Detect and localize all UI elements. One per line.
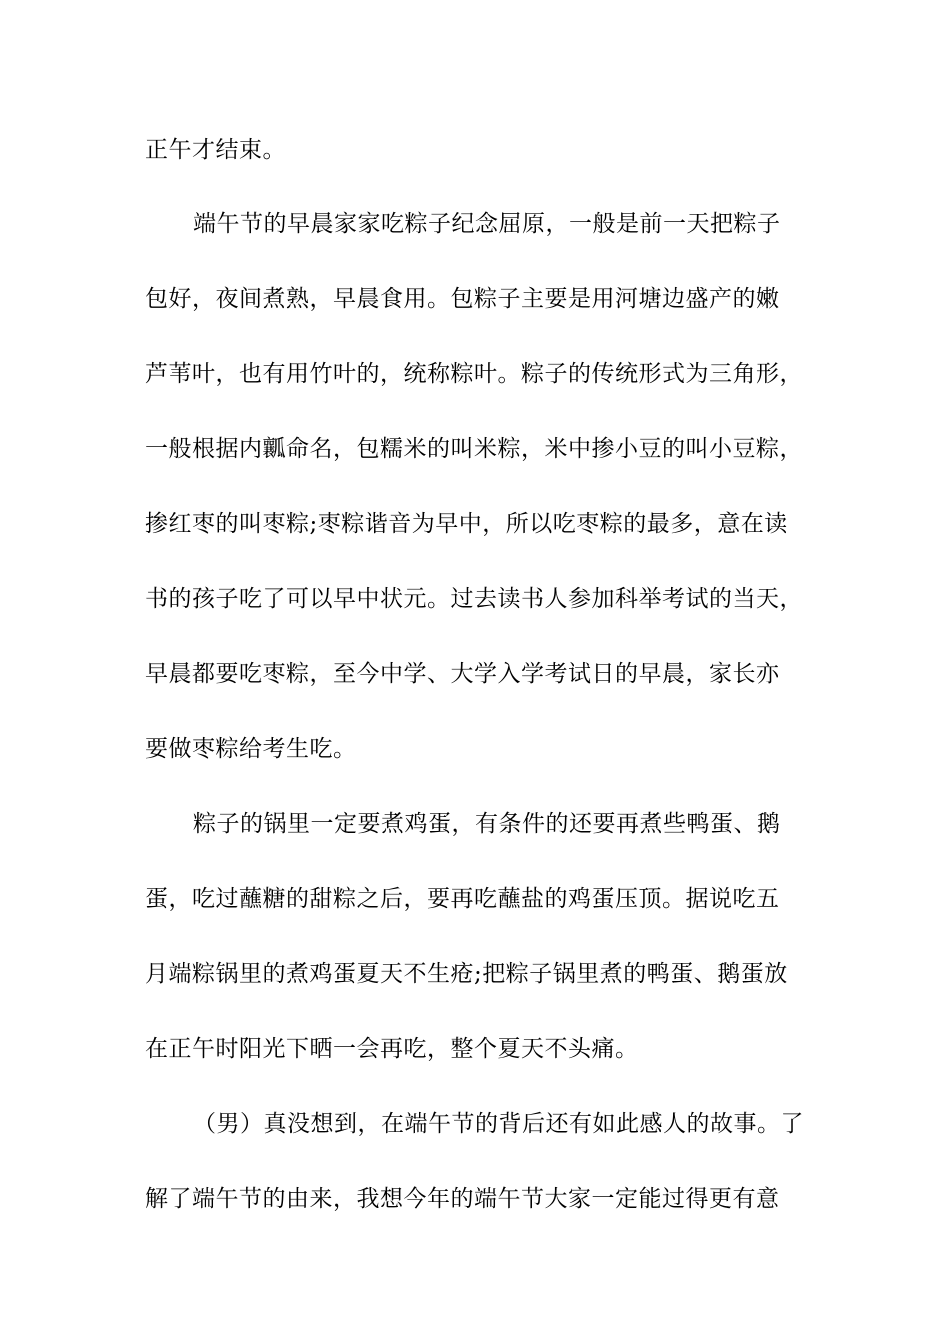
text-line: 书的孩子吃了可以早中状元。过去读书人参加科举考试的当天， bbox=[145, 586, 803, 612]
text-line: 芦苇叶，也有用竹叶的，统称粽叶。粽子的传统形式为三角形， bbox=[145, 361, 803, 387]
text-line: 蛋，吃过蘸糖的甜粽之后，要再吃蘸盐的鸡蛋压顶。据说吃五 bbox=[145, 886, 780, 912]
text-line: 一般根据内瓤命名，包糯米的叫米粽，米中掺小豆的叫小豆粽， bbox=[145, 436, 803, 462]
text-line: 要做枣粽给考生吃。 bbox=[145, 736, 357, 762]
paragraph-first-line: （男）真没想到，在端午节的背后还有如此感人的故事。了 bbox=[193, 1111, 804, 1137]
text-line: 月端粽锅里的煮鸡蛋夏天不生疮;把粽子锅里煮的鸭蛋、鹅蛋放 bbox=[145, 961, 788, 987]
text-line: 包好，夜间煮熟，早晨食用。包粽子主要是用河塘边盛产的嫩 bbox=[145, 286, 780, 312]
text-line: 掺红枣的叫枣粽;枣粽谐音为早中，所以吃枣粽的最多，意在读 bbox=[145, 511, 788, 537]
text-line: 早晨都要吃枣粽，至今中学、大学入学考试日的早晨，家长亦 bbox=[145, 661, 780, 687]
paragraph-first-line: 粽子的锅里一定要煮鸡蛋，有条件的还要再煮些鸭蛋、鹅 bbox=[193, 811, 781, 837]
text-line: 解了端午节的由来，我想今年的端午节大家一定能过得更有意 bbox=[145, 1186, 780, 1212]
text-line: 正午才结束。 bbox=[145, 137, 286, 163]
text-line: 在正午时阳光下晒一会再吃，整个夏天不头痛。 bbox=[145, 1036, 639, 1062]
paragraph-first-line: 端午节的早晨家家吃粽子纪念屈原，一般是前一天把粽子 bbox=[193, 211, 781, 237]
